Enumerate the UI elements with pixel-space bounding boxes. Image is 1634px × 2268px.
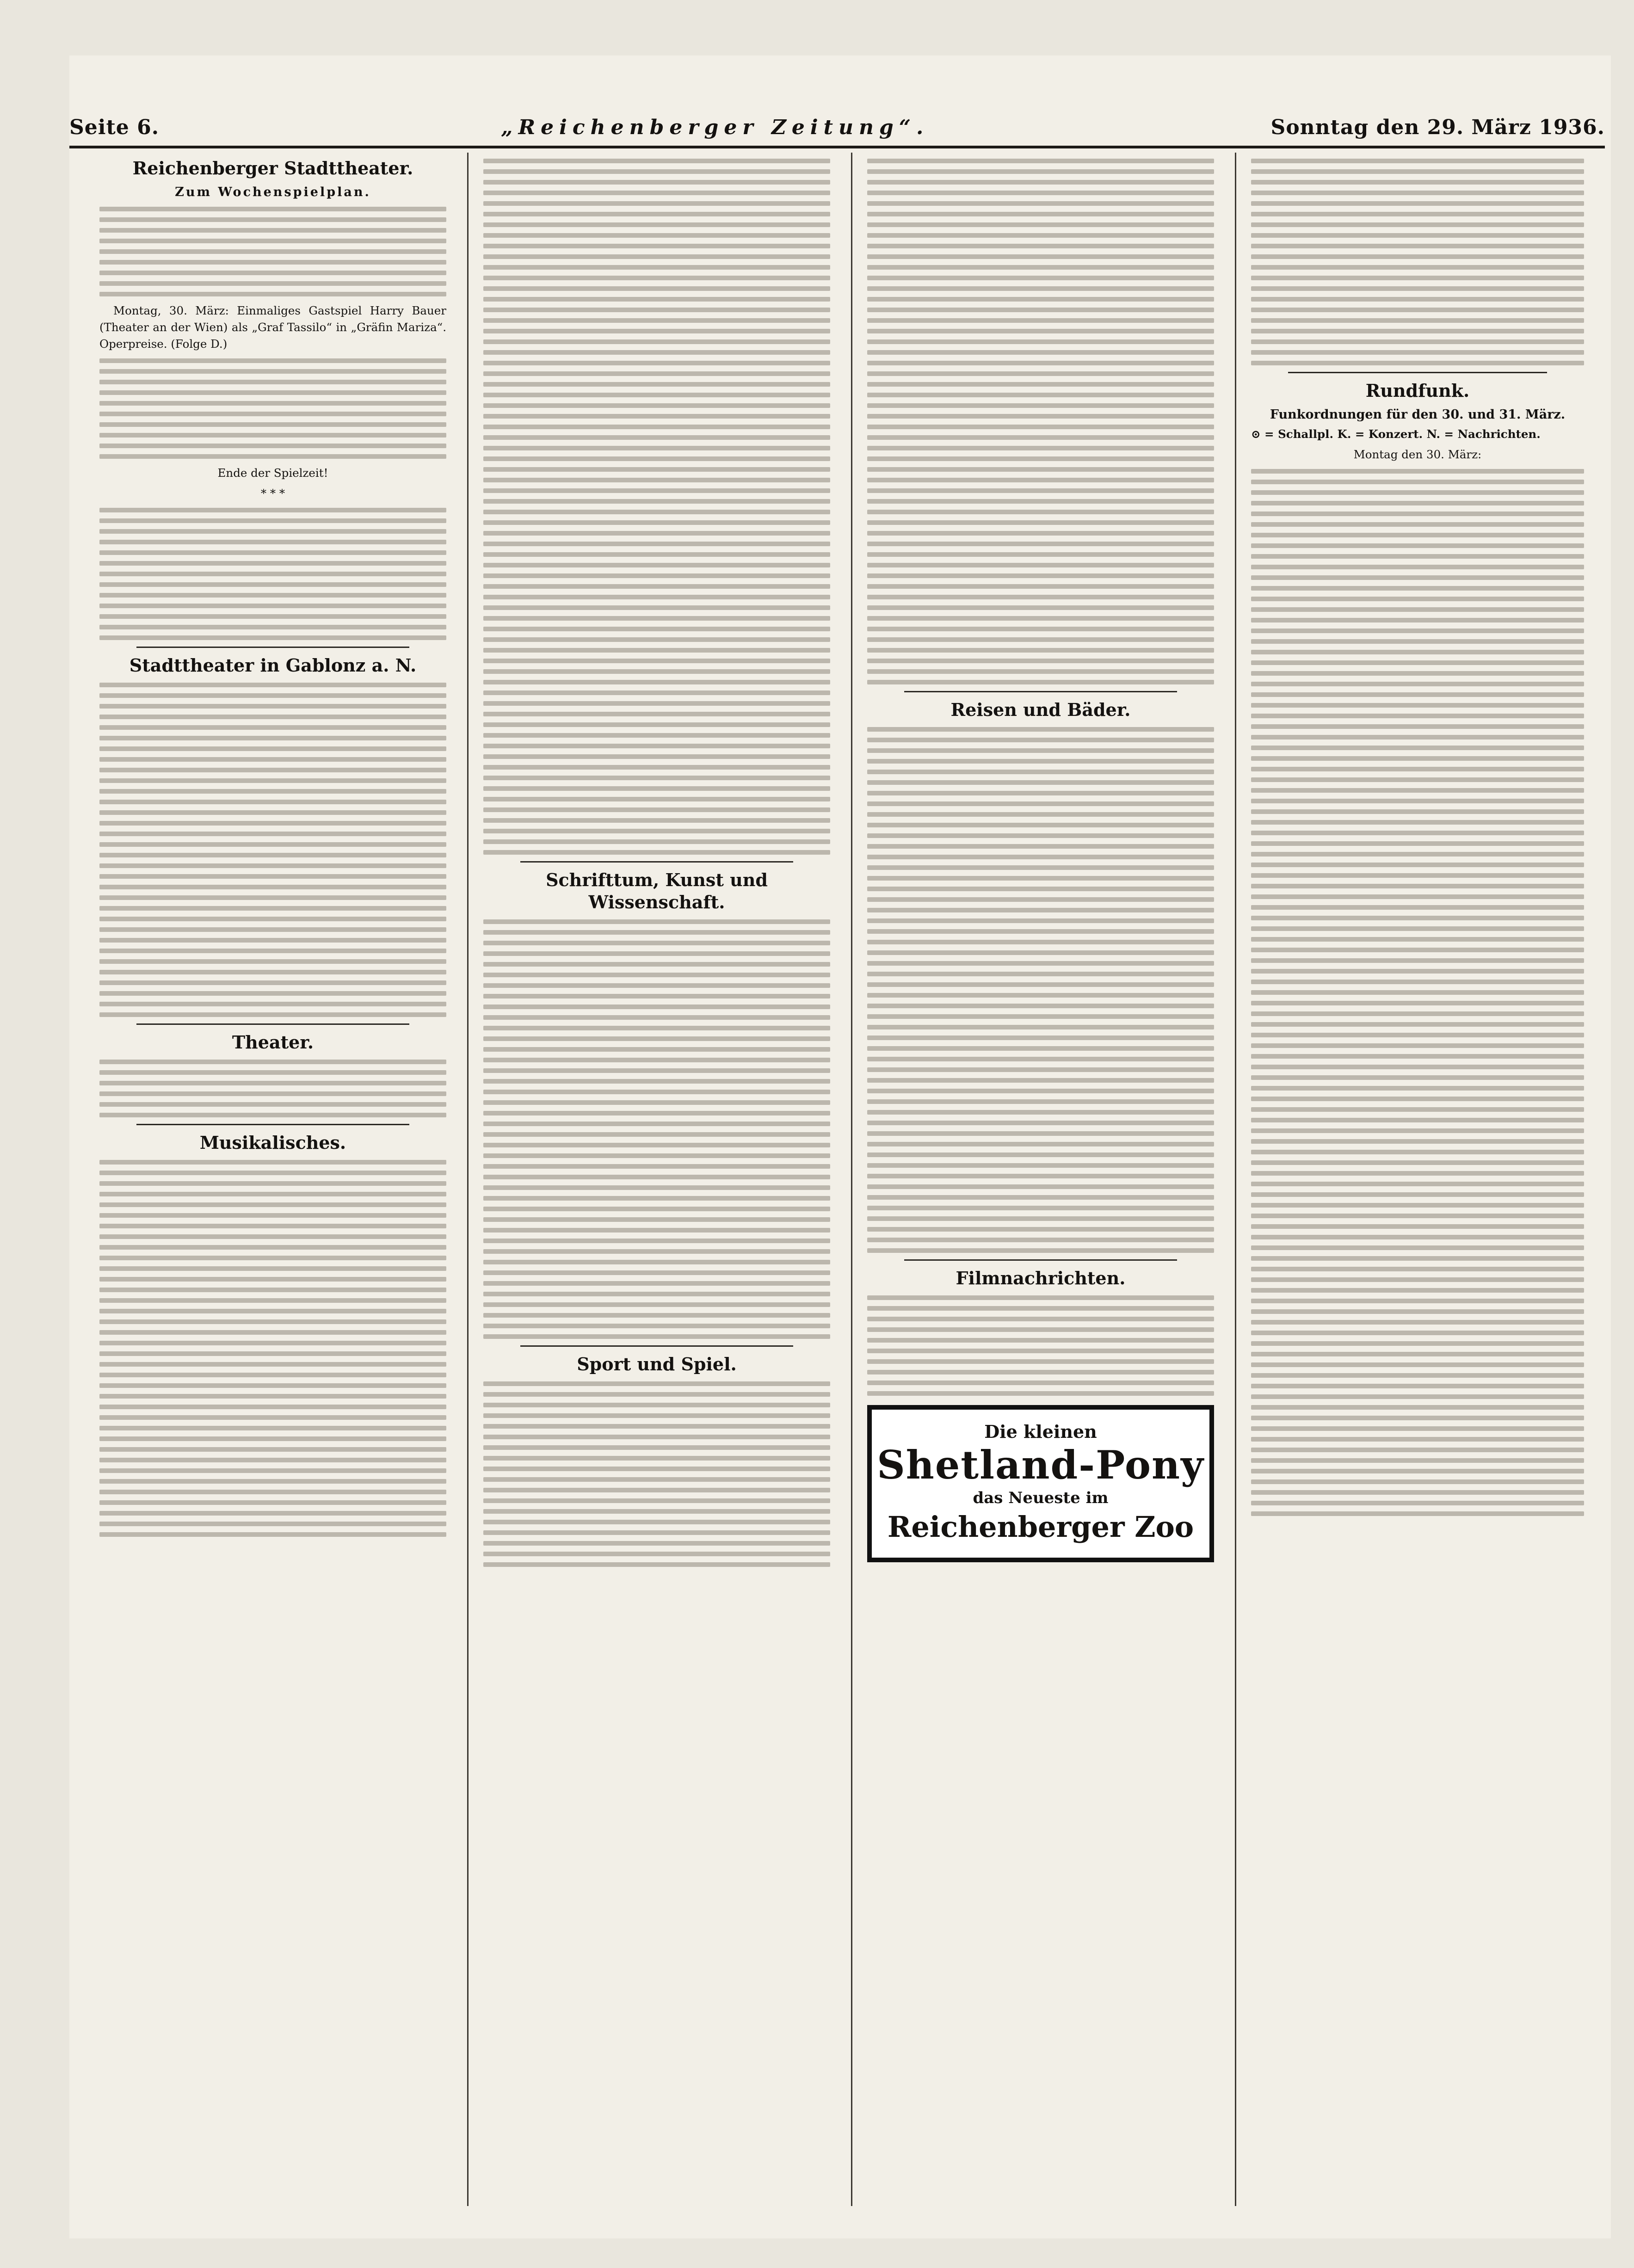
season-end-note: Ende der Spielzeit! (217, 466, 328, 480)
article-text (867, 159, 1214, 684)
radio-legend: ⊙ = Schallpl. K. = Konzert. N. = Nachrichten. (1251, 427, 1541, 441)
section-heading-gablonz: Stadttheater in Gablonz a. N. (129, 655, 417, 676)
section-heading-musik: Musikalisches. (199, 1132, 346, 1153)
column-rule (467, 153, 469, 2206)
column-4 (1251, 153, 1584, 2225)
zoo-advertisement (867, 1405, 1214, 1562)
column-3 (867, 153, 1214, 2225)
divider (904, 691, 1177, 692)
radio-date-line: Montag den 30. März: (1353, 448, 1482, 461)
radio-schedule-text (1251, 469, 1584, 1516)
article-text (483, 1381, 830, 1567)
section-heading-rundfunk: Rundfunk. (1365, 380, 1470, 401)
section-heading-sport: Sport und Spiel. (577, 1354, 737, 1374)
article-text (99, 1160, 446, 1537)
divider (136, 647, 409, 648)
page-number: Seite 6. (69, 115, 160, 139)
subheading-funkordnungen: Funkordnungen für den 30. und 31. März. (1270, 407, 1566, 422)
column-2 (483, 153, 830, 2225)
issue-date: Sonntag den 29. März 1936. (1270, 115, 1605, 139)
column-rule (851, 153, 852, 2206)
subheading-wochenspielplan: Zum Wochenspielplan. (175, 185, 371, 199)
article-text (1251, 159, 1584, 365)
article-text (99, 508, 446, 640)
article-text (99, 207, 446, 296)
section-heading-film: Filmnachrichten. (956, 1268, 1126, 1288)
section-heading-reisen: Reisen und Bäder. (950, 699, 1131, 720)
article-text (99, 358, 446, 459)
divider (136, 1124, 409, 1125)
divider (904, 1259, 1177, 1261)
divider (520, 861, 793, 863)
article-text (867, 727, 1214, 1253)
article-text (99, 1060, 446, 1117)
ad-line-3: das Neueste im (973, 1489, 1109, 1507)
separator-stars: * * * (260, 487, 285, 500)
column-1 (99, 153, 446, 2225)
divider (1288, 372, 1547, 373)
section-heading-theater: Theater. (232, 1032, 314, 1053)
ad-line-1: Die kleinen (984, 1421, 1097, 1442)
article-text (867, 1295, 1214, 1396)
divider (520, 1345, 793, 1347)
ad-line-4: Reichenberger Zoo (887, 1510, 1194, 1544)
article-text (99, 683, 446, 1017)
masthead: „Reichenberger Zeitung“. (501, 115, 929, 139)
ad-line-2: Shetland-Pony (877, 1442, 1204, 1488)
article-text (483, 159, 830, 855)
section-heading-schrifttum: Schrifttum, Kunst und Wissenschaft. (546, 869, 768, 912)
article-paragraph: Montag, 30. März: Einmaliges Gastspiel Harry Bauer (Theater an der Wien) als „Graf Tassilo“ in „Gräfin Mariza“. Operpreise. (Folge D.) (99, 304, 446, 351)
article-text (483, 919, 830, 1339)
divider (136, 1023, 409, 1025)
section-heading-stadttheater: Reichenberger Stadttheater. (132, 158, 413, 179)
page-header (69, 109, 1605, 148)
column-rule (1235, 153, 1236, 2206)
